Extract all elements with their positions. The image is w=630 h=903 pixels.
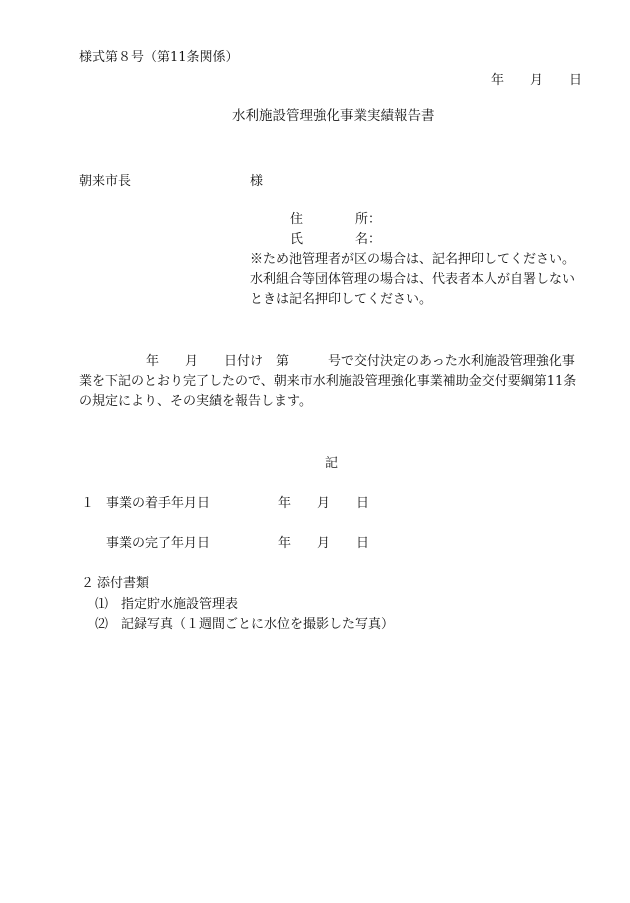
name-label: 氏 名： (290, 232, 382, 247)
end-date-label: 事業の完了年月日 (106, 536, 211, 551)
addressee-name: 朝来市長 (79, 174, 132, 189)
attachment-1: ⑴ 指定貯水施設管理表 (95, 597, 239, 612)
body-line-2: 業を下記のとおり完了したので、朝来市水利施設管理強化事業補助金交付要綱第11条 (79, 374, 577, 389)
start-date-label: 事業の着手年月日 (106, 496, 211, 511)
addressee-honorific: 様 (250, 174, 264, 189)
end-date-value: 年 月 日 (278, 536, 370, 551)
applicant-note-1: ※ため池管理者が区の場合は、記名押印してください。 (250, 252, 576, 267)
body-line-3: の規定により、その実績を報告します。 (79, 394, 312, 409)
attachments-heading: 添付書類 (97, 576, 150, 591)
applicant-note-3: ときは記名押印してください。 (250, 292, 433, 307)
start-date-value: 年 月 日 (278, 496, 370, 511)
ki-heading: 記 (325, 456, 339, 471)
document-title: 水利施設管理強化事業実績報告書 (232, 108, 435, 124)
address-label: 住 所： (290, 212, 382, 227)
body-line-1: 年 月 日付け 第 号で交付決定のあった水利施設管理強化事 (146, 354, 575, 369)
date-line: 年 月 日 (491, 73, 583, 88)
applicant-note-2: 水利組合等団体管理の場合は、代表者本人が自署しない (250, 272, 576, 287)
form-number: 様式第８号（第11条関係） (79, 50, 239, 65)
item1-number: １ (81, 496, 95, 511)
attachment-2: ⑵ 記録写真（１週間ごとに水位を撮影した写真） (95, 617, 395, 632)
item2-number: ２ (81, 576, 95, 591)
